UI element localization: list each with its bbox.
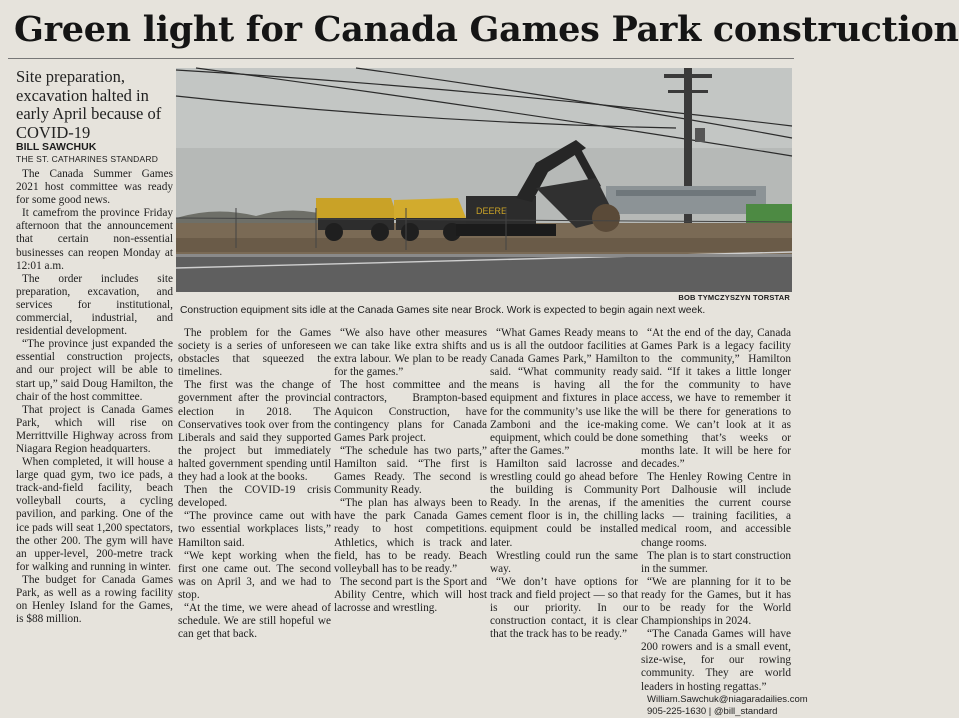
- construction-site-photo: [176, 68, 792, 292]
- article-paragraph: “The schedule has two parts,” Hamilton said. “The first is Games Ready. The second is Community Ready.: [334, 444, 487, 497]
- article-paragraph: “We kept working when the first one came out. The second was on April 3, and we had to stop.: [178, 549, 331, 601]
- article-paragraph: The budget for Canada Games Park, as well as a rowing facility on Henley Island for the Games, is $88 million.: [16, 573, 173, 626]
- article-paragraph: The plan is to start construction in the summer.: [641, 549, 791, 575]
- article-column-2: [178, 327, 331, 654]
- article-paragraph: “We also have other measures we can take like extra shifts and extra labour. We plan to be ready for the games.”: [334, 327, 487, 379]
- article-paragraph: The Henley Rowing Centre in Port Dalhousie will include amenities the current course lacks — training facilities, a medical room, and accessible change rooms.: [641, 471, 791, 549]
- article-paragraph: The problem for the Games society is a series of unforeseen obstacles that squeezed the timelines.: [178, 327, 331, 379]
- byline-organization: THE ST. CATHARINES STANDARD: [16, 154, 159, 164]
- article-paragraph: “The Canada Games will have 200 rowers and is a small event, size-wise, for our rowing community. They are world leaders in hosting regattas.”: [641, 628, 791, 693]
- article-paragraph: “The province came out with two essential workplaces lists,” Hamilton said.: [178, 510, 331, 549]
- article-paragraph: The order includes site preparation, excavation, and services for institutional, commercial, industrial, and residential development.: [16, 272, 173, 338]
- article-column-1: [16, 168, 173, 654]
- article-column-5: [641, 327, 808, 717]
- article-paragraph: When completed, it will house a large quad gym, two ice pads, a track-and-field facility, beach volleyball courts, a cycling pavilion, and parking. One of the ice pads will seat 1,200 spectators, the other 200. The gym will have an upper-level, 200-metre track for walking and running in winter.: [16, 456, 173, 573]
- article-paragraph: Hamilton said lacrosse and wrestling could go ahead before the building is Community Ready. In the arenas, if the cement floor is in, the chilling equipment could be installed later.: [490, 457, 638, 549]
- article-paragraph: “We are planning for it to be ready for the Games, but it has to be ready for the World Championships in 2024.: [641, 575, 791, 628]
- article-paragraph: “We don’t have options for track and field project — so that is our priority. In our construction contact, it is clear that the track has to be ready.”: [490, 575, 638, 641]
- article-paragraph: The first was the change of government after the provincial election in 2018. The Conservatives took over from the Liberals and said they supported the project but immediately halted government spending until they had a look at the books.: [178, 379, 331, 484]
- article-paragraph: It camefrom the province Friday afternoon that the announcement that certain non-essential businesses can reopen Monday at 12:01 a.m.: [16, 207, 173, 272]
- article-headline: Green light for Canada Games Park construction: [14, 9, 959, 50]
- excavator-brand-text: DEERE: [476, 206, 508, 216]
- article-paragraph: The second part is the Sport and Ability Centre, which will host lacrosse and wrestling.: [334, 575, 487, 614]
- author-email: William.Sawchuk@niagaradailies.com: [647, 693, 808, 705]
- article-paragraph: “At the time, we were ahead of schedule. We are still hopeful we can get that back.: [178, 601, 331, 641]
- photo-caption: Construction equipment sits idle at the Canada Games site near Brock. Work is expected to begin again next week.: [180, 305, 706, 316]
- article-paragraph: “The province just expanded the essential construction projects, and our project will be able to start up,” said Doug Hamilton, the chair of the host committee.: [16, 338, 173, 403]
- article-paragraph: That project is Canada Games Park, which will rise on Merrittville Highway across from Niagara Region headquarters.: [16, 403, 173, 455]
- article-paragraph: “The plan has always been to have the park Canada Games ready to host competitions. Athletics, which is track and field, has to be ready. Beach volleyball has to be ready.”: [334, 497, 487, 575]
- byline: BILL SAWCHUK: [16, 141, 97, 153]
- article-paragraph: The host committee and the contractors, Brampton-based Aquicon Construction, have contingency plans for Canada Games Park project.: [334, 379, 487, 444]
- article-paragraph: “At the end of the day, Canada Games Park is a legacy facility to the community,” Hamilton said. “If it takes a little longer for the community to have access, we have to remember it will be there for generations to come. We can’t look at it as something that’s weeks or months late. It will be here for decades.”: [641, 327, 791, 470]
- article-paragraph: “What Games Ready means to us is all the outdoor facilities at Canada Games Park,” Hamilton said. “What community ready means is having all the equipment and fixtures in place for the community’s use like the Zamboni and the ice-making equipment, which could be done after the Games.”: [490, 327, 638, 457]
- article-column-4: [490, 327, 638, 654]
- article-paragraph: The Canada Summer Games 2021 host committee was ready for some good news.: [16, 168, 173, 207]
- author-phone-handle: 905-225-1630 | @bill_standard: [647, 705, 778, 717]
- photo-credit: BOB TYMCZYSZYN TORSTAR: [678, 293, 790, 302]
- article-paragraph: Wrestling could run the same way.: [490, 549, 638, 575]
- headline-rule: [8, 58, 794, 59]
- article-paragraph: Then the COVID-19 crisis developed.: [178, 484, 331, 510]
- article-deck: Site preparation, excavation halted in early April because of COVID-19: [16, 67, 162, 142]
- construction-site-illustration: [176, 68, 792, 292]
- article-column-3: [334, 327, 487, 654]
